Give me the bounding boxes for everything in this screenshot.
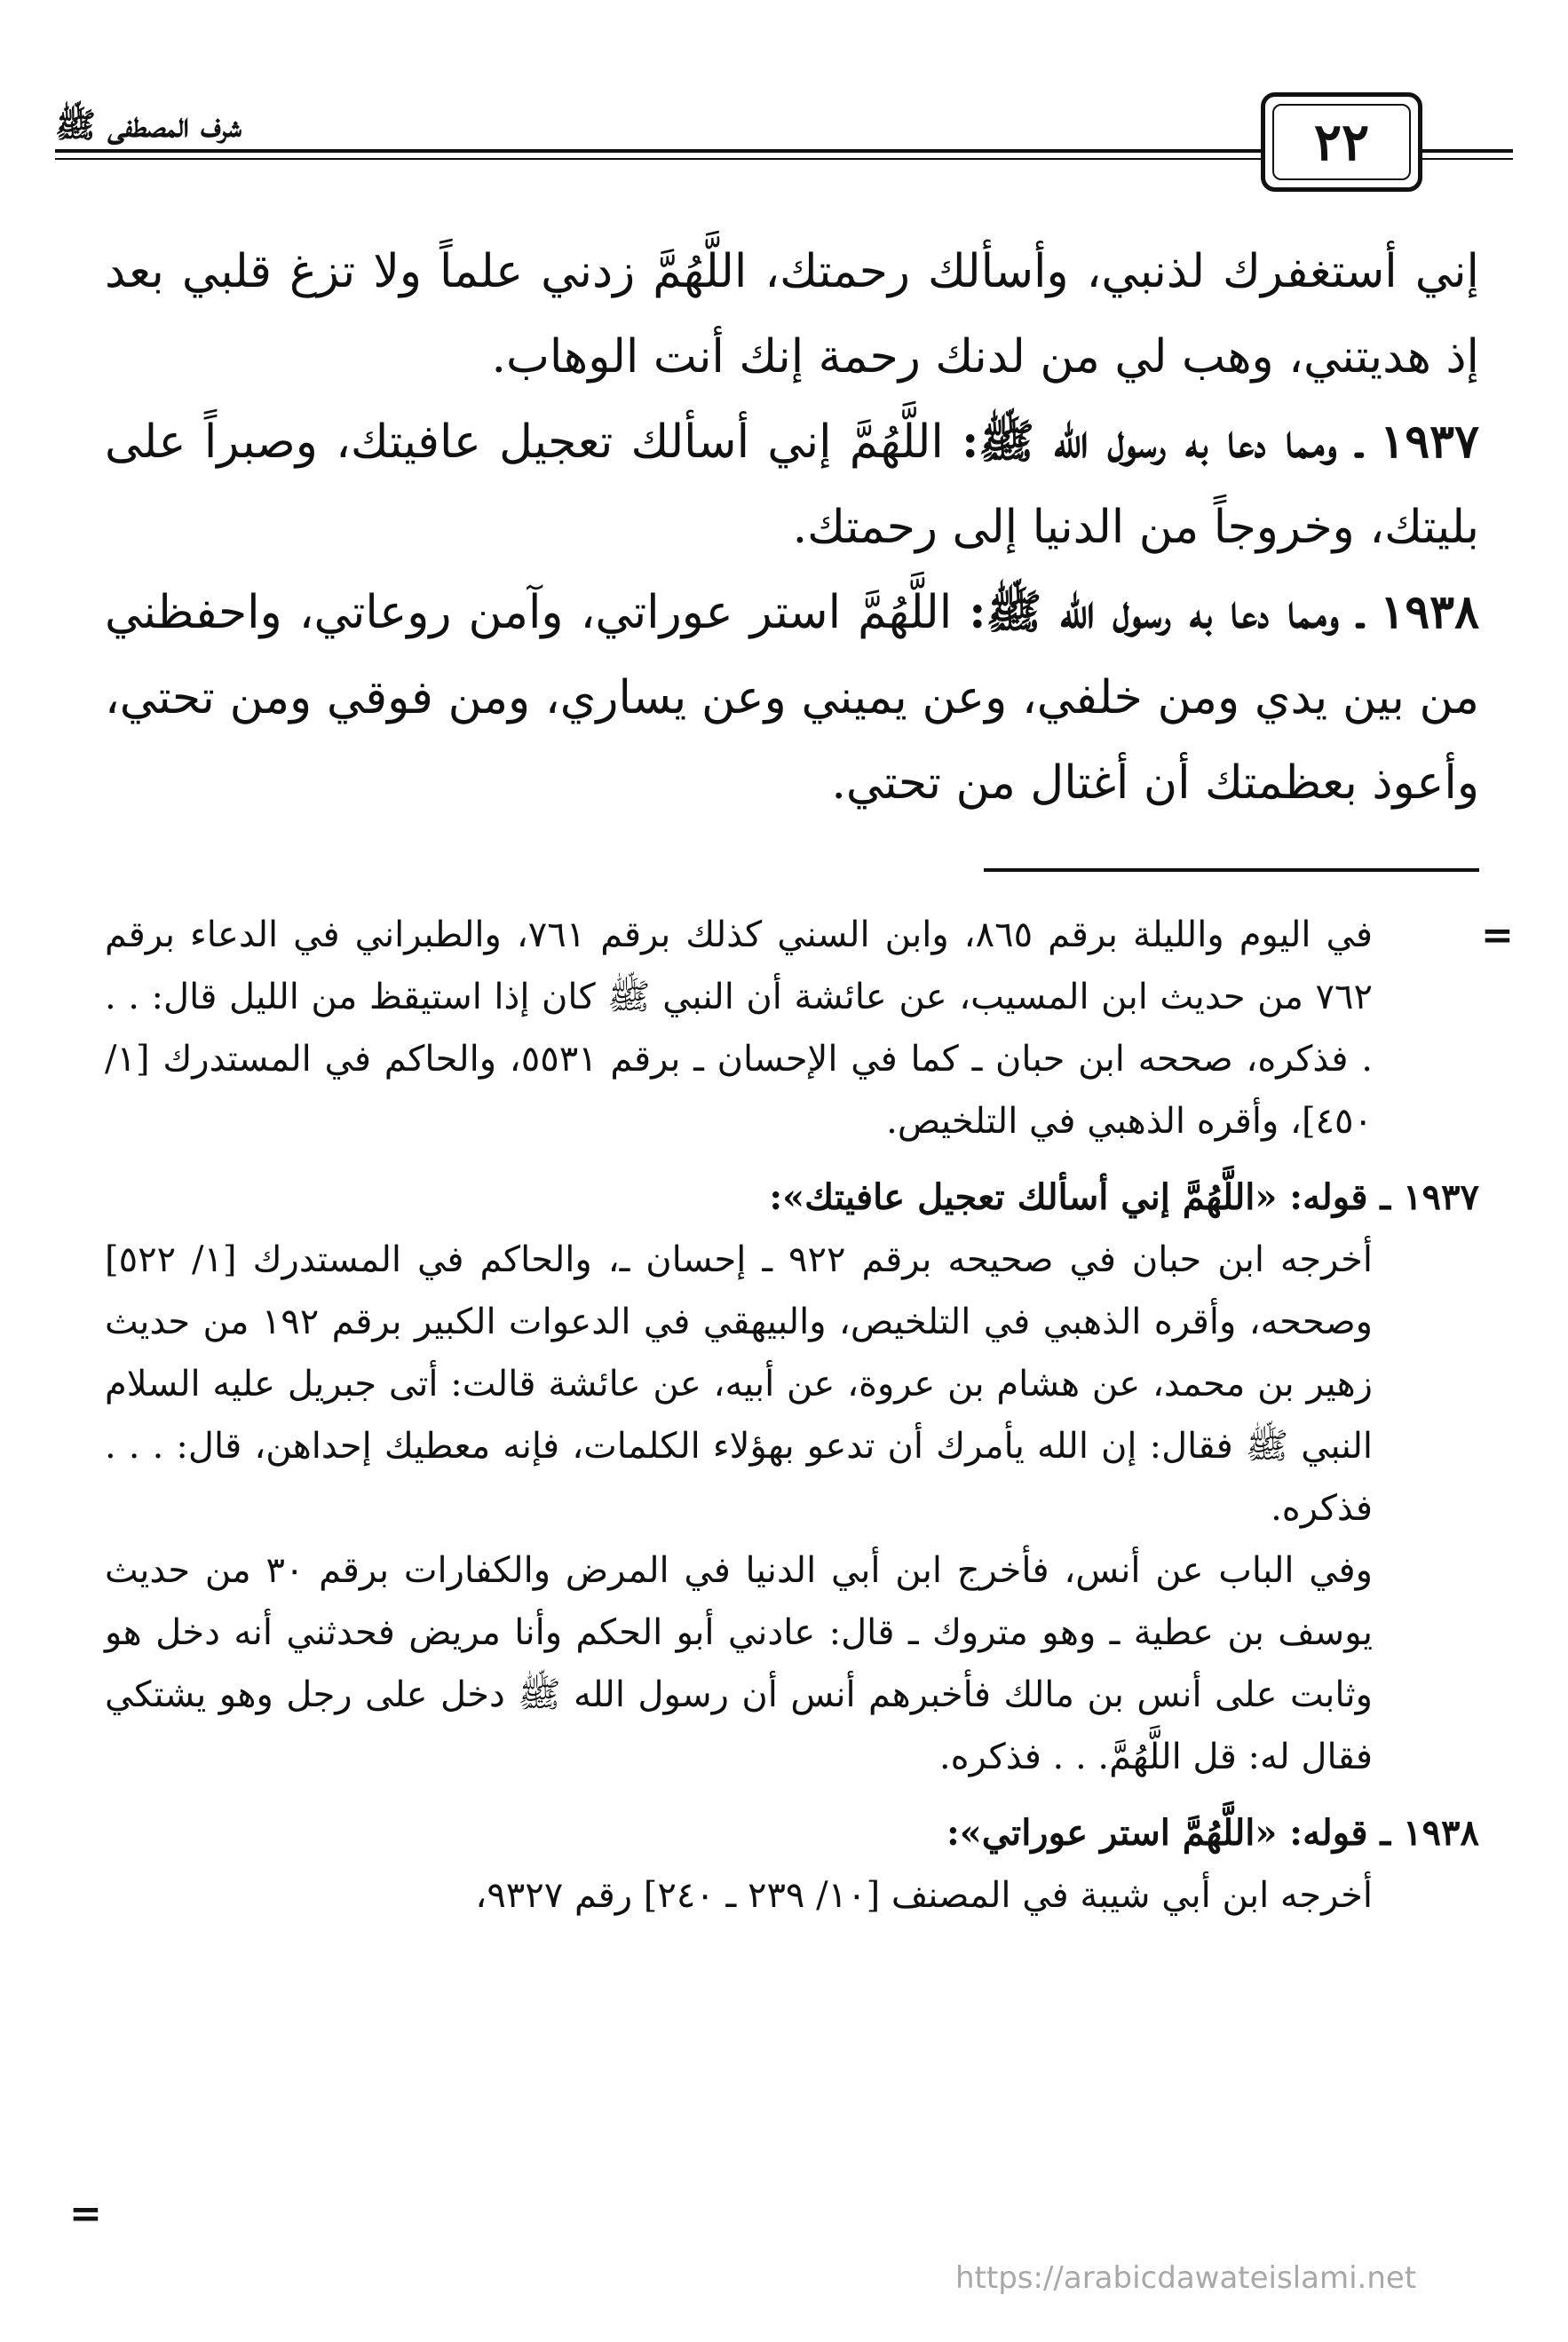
footnote-paragraph: وفي الباب عن أنس، فأخرج ابن أبي الدنيا في المرض والكفارات برقم ٣٠ من حديث يوسف بن عطية ـ وهو متروك ـ قال: عادني أبو الحكم وأنا مريض فحدثني أنه دخل هو وثابت على أنس بن مالك فأخبرهم أنس أن رسول الله ﷺ دخل على رجل وهو يشتكي فقال له: قل اللَّهُمَّ. . . فذكره.	[105, 1550, 1373, 1777]
hadith-number: ١٩٣٧	[1380, 415, 1479, 469]
header-rule	[55, 149, 1263, 153]
footnote-separator	[984, 868, 1479, 872]
continuation-mark: =	[1481, 913, 1514, 958]
header-rule-thin	[55, 158, 1263, 160]
hadith-text: اللَّهُمَّ استر عوراتي، وآمن روعاتي، واحفظني من بين يدي ومن خلفي، وعن يميني وعن يساري، ومن فوقي ومن تحتي، وأعوذ بعظمتك أن أغتال من تحتي.	[105, 586, 1479, 810]
page-number-frame	[1261, 92, 1422, 192]
text-line: بعد إذ هديتني، وهب لي من لدنك رحمة إنك أنت الوهاب.	[105, 245, 1479, 384]
hadith-text: اللَّهُمَّ إني أسألك تعجيل عافيتك، وصبراً على بليتك، وخروجاً من الدنيا إلى رحمتك.	[105, 415, 1479, 554]
header-rule-right-thin	[1421, 158, 1513, 160]
text-line: إني أستغفرك لذنبي، وأسألك رحمتك، اللَّهُمَّ زدني علماً ولا تزغ قلبي	[181, 245, 1479, 298]
footnote-heading-1937: ١٩٣٧ ـ قوله: «اللَّهُمَّ إني أسألك تعجيل عافيتك»:	[769, 1176, 1479, 1218]
footnote-continued: في اليوم والليلة برقم ٨٦٥، وابن السني كذلك برقم ٧٦١، والطبراني في الدعاء برقم ٧٦٢ من حديث ابن المسيب، عن عائشة أن النبي ﷺ كان إذا استيقظ من الليل قال: . . . فذكره، صححه ابن حبان ـ كما في الإحسان ـ برقم ٥٥٣١، والحاكم في المستدرك [١/ ٤٥٠]، وأقره الذهبي في التلخيص.	[105, 914, 1373, 1142]
watermark-url: https://arabicdawateislami.net	[955, 2260, 1417, 2296]
hadith-number: ١٩٣٨	[1380, 585, 1479, 639]
footnote-paragraph: أخرجه ابن حبان في صحيحه برقم ٩٢٢ ـ إحسان ـ، والحاكم في المستدرك [١/ ٥٢٢] وصححه، وأقره الذهبي في التلخيص، والبيهقي في الدعوات الكبير برقم ١٩٢ من حديث زهير بن محمد، عن هشام بن عروة، عن أبيه، عن عائشة قالت: أتى جبريل عليه السلام النبي ﷺ فقال: إن الله يأمرك أن تدعو بهؤلاء الكلمات، فإنه معطيك إحداهن، قال: . . . فذكره.	[105, 1239, 1373, 1529]
page-header	[0, 0, 1568, 204]
hadith-1938	[105, 570, 1479, 826]
footnote-heading-1938: ١٩٣٨ ـ قوله: «اللَّهُمَّ استر عوراتي»:	[946, 1812, 1479, 1854]
header-rule-right	[1421, 149, 1513, 153]
footnotes	[105, 904, 1479, 1927]
hadith-intro: ـ ومما دعا به رسول الله ﷺ:	[962, 415, 1363, 469]
footnote-paragraph: أخرجه ابن أبي شيبة في المصنف [١٠/ ٢٣٩ ـ ٢٤٠] رقم ٩٣٢٧،	[475, 1875, 1373, 1916]
continuation-mark-end: =	[69, 2191, 102, 2236]
hadith-continuation	[105, 229, 1479, 400]
hadith-1937	[105, 400, 1479, 570]
page-number: ٢٢	[1272, 104, 1411, 180]
running-title: شرف المصطفى ﷺ	[55, 105, 242, 145]
hadith-intro: ـ ومما دعا به رسول الله ﷺ:	[969, 585, 1364, 639]
main-text	[105, 229, 1479, 826]
